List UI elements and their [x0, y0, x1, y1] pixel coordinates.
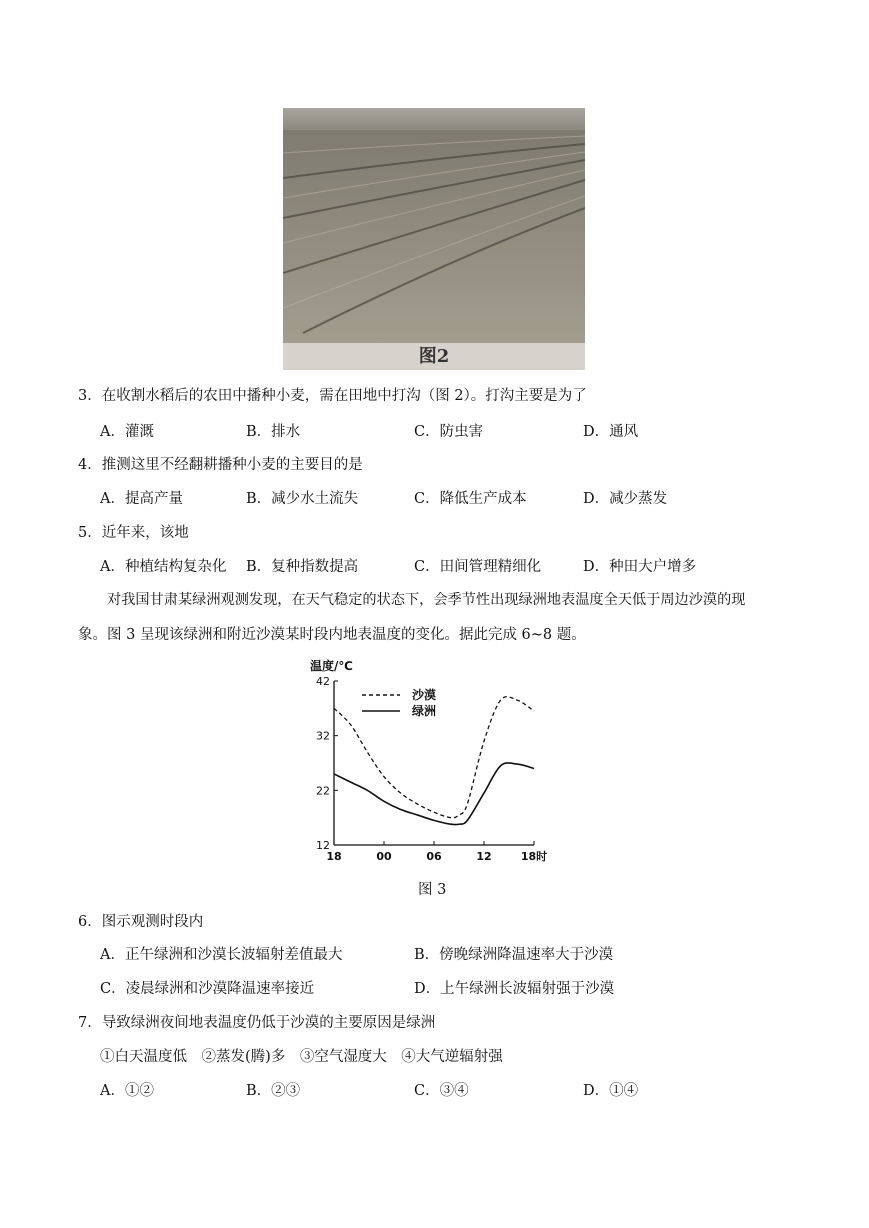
q5-option-b: B．复种指数提高	[246, 559, 359, 575]
q4-stem: 4．推测这里不经翻耕播种小麦的主要目的是	[78, 457, 363, 473]
q4-option-c: C．降低生产成本	[414, 491, 527, 507]
q7-items: ①白天温度低 ②蒸发(腾)多 ③空气湿度大 ④大气逆辐射强	[100, 1049, 503, 1065]
temperature-chart	[300, 655, 570, 870]
chart-x-tick-label: 18时	[520, 850, 548, 863]
legend-label: 绿洲	[412, 704, 437, 718]
q3-option-d: D．通风	[583, 424, 639, 440]
q4-option-a: A．提高产量	[100, 491, 183, 507]
chart-y-tick-label: 22	[316, 784, 330, 798]
q3-stem: 3．在收割水稻后的农田中播种小麦，需在田地中打沟（图 2）。打沟主要是为了	[78, 388, 587, 404]
chart-x-tick-label: 18	[326, 850, 342, 863]
figure3-chart	[300, 655, 570, 870]
q5-option-d: D．种田大户增多	[583, 559, 697, 575]
q6-option-c: C．凌晨绿洲和沙漠降温速率接近	[100, 981, 315, 997]
q5-stem: 5．近年来，该地	[78, 525, 189, 541]
chart-x-tick-label: 06	[426, 850, 442, 863]
chart-y-axis-label: 温度/℃	[310, 659, 353, 673]
q7-option-a: A．①②	[100, 1083, 154, 1099]
q6-option-d: D．上午绿洲长波辐射强于沙漠	[414, 981, 615, 997]
q7-option-d: D．①④	[583, 1083, 639, 1099]
q4-option-b: B．减少水土流失	[246, 491, 359, 507]
q6-option-b: B．傍晚绿洲降温速率大于沙漠	[414, 947, 614, 963]
q6-stem: 6．图示观测时段内	[78, 914, 204, 930]
legend-label: 沙漠	[412, 688, 437, 702]
q6-option-a: A．正午绿洲和沙漠长波辐射差值最大	[100, 947, 343, 963]
figure3-caption: 图 3	[418, 882, 447, 898]
chart-y-tick-label: 32	[316, 729, 330, 743]
chart-y-tick-label: 12	[316, 839, 330, 852]
q3-option-a: A．灌溉	[100, 424, 154, 440]
q3-option-b: B．排水	[246, 424, 301, 440]
q7-stem: 7．导致绿洲夜间地表温度仍低于沙漠的主要原因是绿洲	[78, 1015, 436, 1031]
q4-option-d: D．减少蒸发	[583, 491, 668, 507]
field-photo	[283, 108, 585, 370]
q7-option-b: B．②③	[246, 1083, 301, 1099]
passage-line-1: 对我国甘肃某绿洲观测发现，在天气稳定的状态下，会季节性出现绿洲地表温度全天低于周边沙漠的现	[107, 592, 746, 608]
q5-option-c: C．田间管理精细化	[414, 559, 542, 575]
q7-option-c: C．③④	[414, 1083, 469, 1099]
q3-option-c: C．防虫害	[414, 424, 484, 440]
chart-y-tick-label: 42	[316, 675, 330, 688]
figure2-caption: 图2	[418, 346, 450, 367]
passage-line-2: 象。图 3 呈现该绿洲和附近沙漠某时段内地表温度的变化。据此完成 6~8 题。	[78, 627, 586, 643]
q5-option-a: A．种植结构复杂化	[100, 559, 227, 575]
chart-x-tick-label: 00	[376, 850, 392, 863]
oasis-temperature-line	[334, 763, 534, 825]
chart-x-tick-label: 12	[476, 850, 492, 863]
